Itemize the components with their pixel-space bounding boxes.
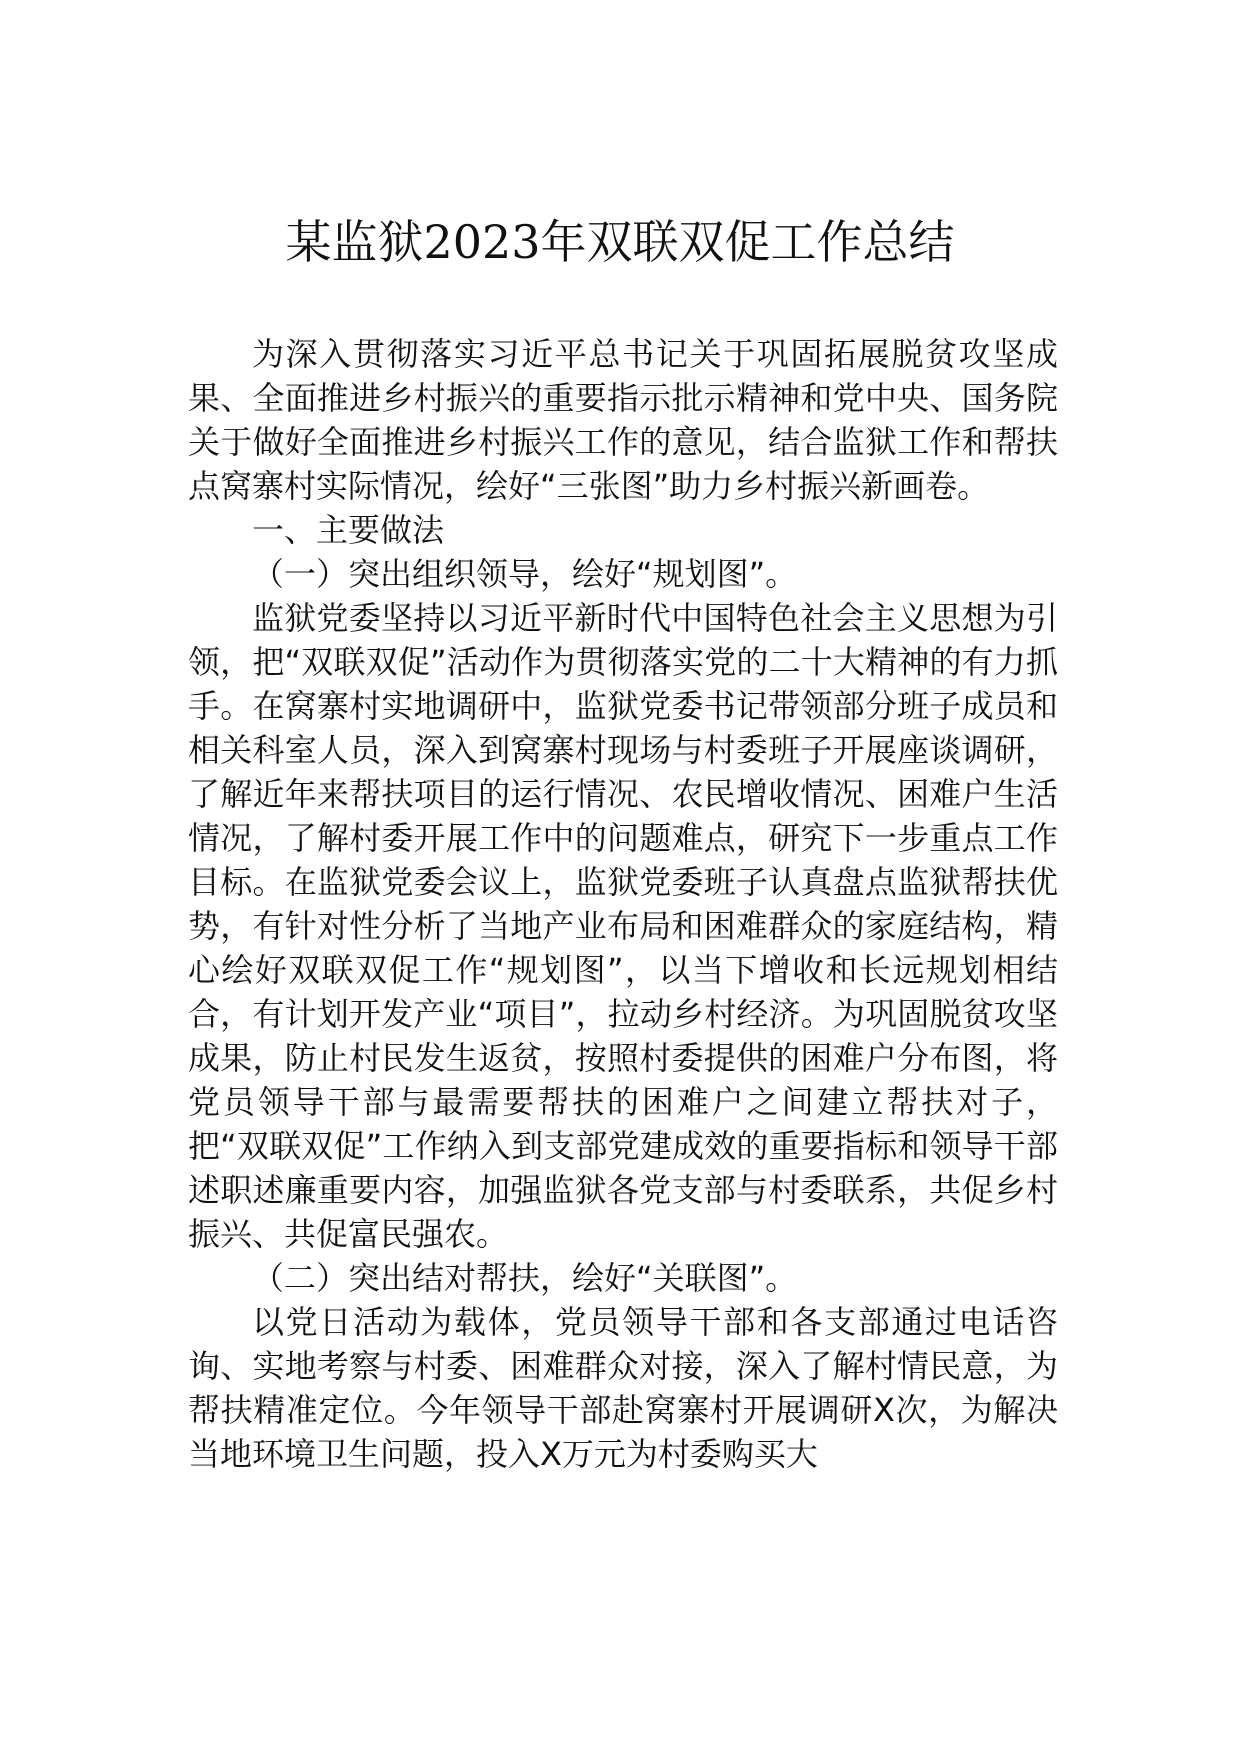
document-title: 某监狱2023年双联双促工作总结 bbox=[285, 215, 955, 269]
intro-paragraph: 为深入贯彻落实习近平总书记关于巩固拓展脱贫攻坚成果、全面推进乡村振兴的重要指示批示精神和党中央、国务院关于做好全面推进乡村振兴工作的意见，结合监狱工作和帮扶点窝寨村实际情况，绘好“三张图”助力乡村振兴新画卷。 bbox=[188, 335, 1058, 505]
document-body bbox=[188, 332, 1058, 1476]
section-heading-main-practices: 一、主要做法 bbox=[252, 511, 445, 549]
body-paragraph-2: 以党日活动为载体，党员领导干部和各支部通过电话咨询、实地考察与村委、困难群众对接，深入了解村情民意，为帮扶精准定位。今年领导干部赴窝寨村开展调研X次，为解决当地环境卫生问题，投入X万元为村委购买大 bbox=[188, 1303, 1058, 1473]
subsection-heading-1: （一）突出组织领导，绘好“规划图”。 bbox=[252, 555, 798, 593]
body-paragraph-1: 监狱党委坚持以习近平新时代中国特色社会主义思想为引领，把“双联双促”活动作为贯彻落实党的二十大精神的有力抓手。在窝寨村实地调研中，监狱党委书记带领部分班子成员和相关科室人员，深入到窝寨村现场与村委班子开展座谈调研，了解近年来帮扶项目的运行情况、农民增收情况、困难户生活情况，了解村委开展工作中的问题难点，研究下一步重点工作目标。在监狱党委会议上，监狱党委班子认真盘点监狱帮扶优势，有针对性分析了当地产业布局和困难群众的家庭结构，精心绘好双联双促工作“规划图”，以当下增收和长远规划相结合，有计划开发产业“项目”，拉动乡村经济。为巩固脱贫攻坚成果，防止村民发生返贫，按照村委提供的困难户分布图，将党员领导干部与最需要帮扶的困难户之间建立帮扶对子，把“双联双促”工作纳入到支部党建成效的重要指标和领导干部述职述廉重要内容，加强监狱各党支部与村委联系，共促乡村振兴、共促富民强农。 bbox=[188, 599, 1058, 1253]
subsection-heading-2: （二）突出结对帮扶，绘好“关联图”。 bbox=[252, 1259, 798, 1297]
